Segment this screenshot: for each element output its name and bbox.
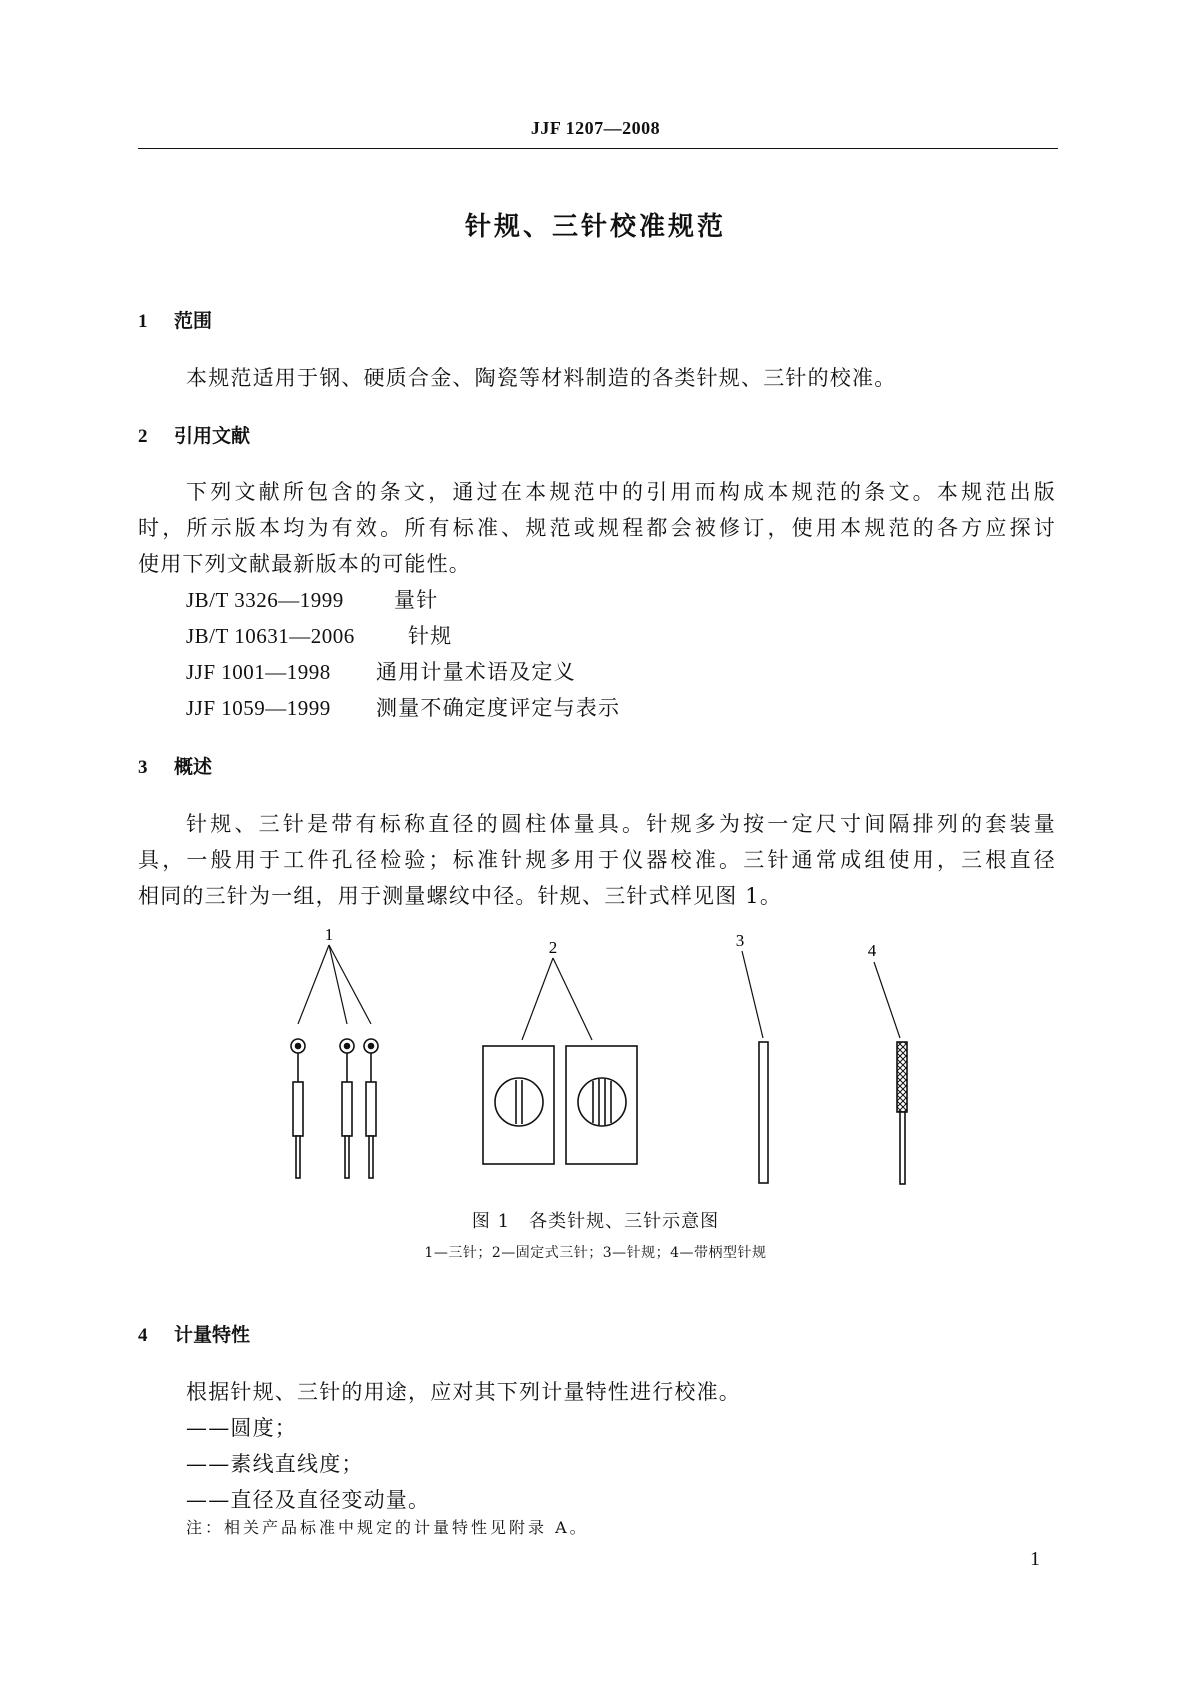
scope-paragraph: 本规范适用于钢、硬质合金、陶瓷等材料制造的各类针规、三针的校准。 (186, 366, 897, 390)
needle (291, 1039, 305, 1178)
section-1-heading (138, 306, 212, 333)
reference-name: 通用计量术语及定义 (376, 660, 576, 684)
reference-name: 量针 (394, 588, 439, 612)
page-title: 针规、三针校准规范 (464, 212, 726, 242)
section-2-heading (138, 421, 250, 448)
refs-intro-line-1: 下列文献所包含的条文，通过在本规范中的引用而构成本规范的条文。本规范出版 (186, 480, 1056, 504)
section-number: 3 (138, 757, 148, 778)
needle (364, 1039, 378, 1178)
figure-label-4: 4 (867, 941, 877, 960)
block-left (483, 1046, 554, 1164)
metro-intro: 根据针规、三针的用途，应对其下列计量特性进行校准。 (186, 1380, 741, 1404)
section-3-heading (138, 752, 212, 779)
header-rule (138, 148, 1058, 149)
leader-lines-1 (298, 945, 371, 1024)
reference-code: JJF 1001—1998 (186, 660, 331, 684)
section-4-heading (138, 1320, 250, 1347)
reference-item (186, 692, 620, 722)
leader-line-4 (874, 962, 900, 1038)
reference-name: 针规 (408, 624, 453, 648)
reference-code: JJF 1059—1999 (186, 696, 331, 720)
reference-code: JB/T 3326—1999 (186, 588, 344, 612)
metro-item: ——素线直线度； (186, 1452, 364, 1476)
section-title: 范围 (174, 310, 213, 332)
section-title: 计量特性 (174, 1324, 251, 1346)
reference-code: JB/T 10631—2006 (186, 624, 355, 648)
block-right (566, 1046, 637, 1164)
overview-line-3: 相同的三针为一组，用于测量螺纹中径。针规、三针式样见图 1。 (138, 884, 783, 908)
overview-line-1: 针规、三针是带有标称直径的圆柱体量具。针规多为按一定尺寸间隔排列的套装量 (186, 812, 1056, 836)
figure-legend: 1—三针；2—固定式三针；3—针规；4—带柄型针规 (424, 1245, 767, 1261)
section-number: 1 (138, 311, 148, 332)
page-number: 1 (1030, 1548, 1040, 1570)
refs-intro-line-3: 使用下列文献最新版本的可能性。 (138, 552, 471, 576)
leader-lines-2 (522, 958, 592, 1040)
section-title: 引用文献 (174, 425, 251, 447)
metro-item: ——圆度； (186, 1416, 297, 1440)
document-code-header: JJF 1207—2008 (530, 118, 661, 138)
section-title: 概述 (174, 756, 213, 778)
section-number: 4 (138, 1325, 148, 1346)
three-needle-set (291, 1039, 378, 1178)
figure-label-3: 3 (735, 931, 745, 950)
refs-intro-line-2: 时，所示版本均为有效。所有标准、规范或规程都会被修订，使用本规范的各方应探讨 (138, 516, 1056, 540)
fixed-three-needle (483, 1046, 637, 1164)
note: 注：相关产品标准中规定的计量特性见附录 A。 (186, 1518, 589, 1537)
metro-item: ——直径及直径变动量。 (186, 1488, 431, 1512)
needle (340, 1039, 354, 1178)
figure-caption: 图 1 各类针规、三针示意图 (471, 1211, 720, 1232)
reference-item (186, 584, 438, 614)
figure-label-2: 2 (548, 938, 558, 957)
overview-line-2: 具，一般用于工件孔径检验；标准针规多用于仪器校准。三针通常成组使用，三根直径 (138, 848, 1056, 872)
reference-name: 测量不确定度评定与表示 (376, 696, 621, 720)
figure-label-1: 1 (324, 925, 334, 944)
reference-item (186, 620, 452, 650)
handle-type-pin-gauge (897, 1042, 907, 1184)
pin-gauge (759, 1042, 768, 1183)
section-number: 2 (138, 426, 148, 447)
reference-item (186, 656, 576, 686)
leader-line-3 (742, 951, 763, 1038)
